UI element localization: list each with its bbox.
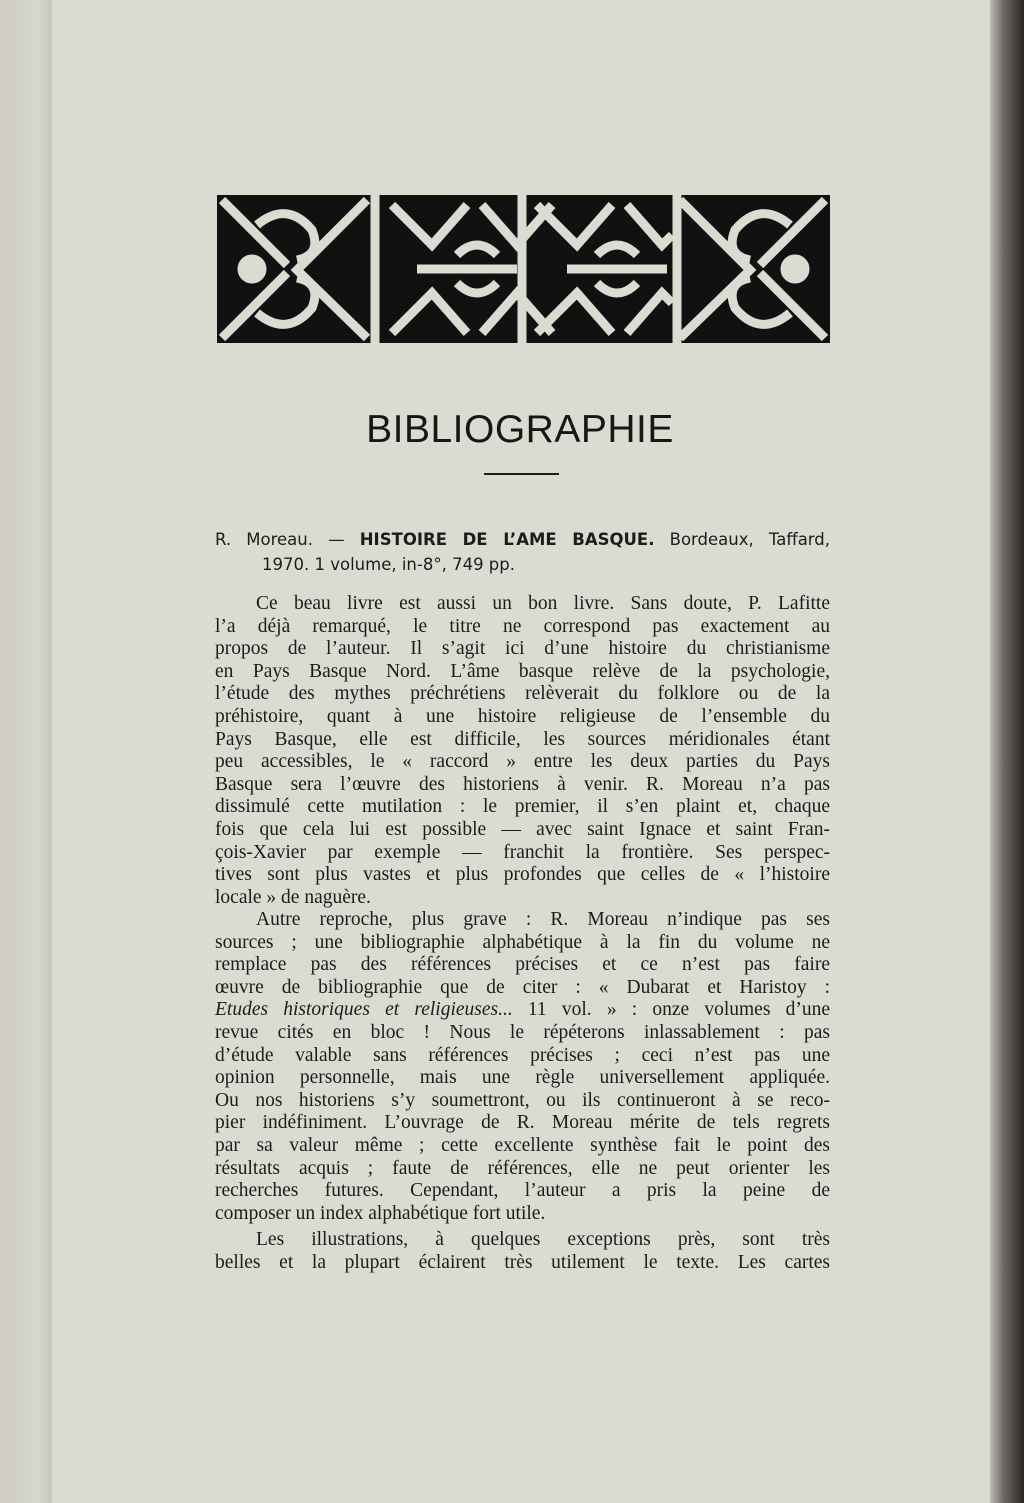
text-line: l’a déjà remarqué, le titre ne correspond pas exactement au: [215, 615, 830, 637]
text-line: locale » de naguère.: [215, 886, 371, 908]
reference-author: R. Moreau. —: [215, 530, 345, 549]
text-line: pier indéfiniment. L’ouvrage de R. Moreau mérite de tels regrets: [215, 1112, 830, 1134]
page-title: BIBLIOGRAPHIE: [366, 408, 674, 451]
text-line: Ou nos historiens s’y soumettront, ou ils continueront à se reco-: [215, 1089, 830, 1111]
text-line: résultats acquis ; faute de références, elle ne peut orienter les: [215, 1157, 830, 1179]
text-line: recherches futures. Cependant, l’auteur a pris la peine de: [215, 1180, 830, 1202]
text-line: Autre reproche, plus grave : R. Moreau n’indique pas ses: [256, 909, 830, 930]
text-line: çois-Xavier par exemple — franchit la frontière. Ses perspec-: [215, 841, 830, 863]
facing-page-edge: [0, 0, 52, 1503]
text-line: par sa valeur même ; cette excellente synthèse fait le point des: [215, 1135, 830, 1156]
text-line: dissimulé cette mutilation : le premier, il s’en plaint et, chaque: [215, 796, 830, 818]
text-line: opinion personnelle, mais une règle universellement appliquée.: [215, 1067, 830, 1089]
title-divider: [484, 473, 559, 475]
text-line: fois que cela lui est possible — avec saint Ignace et saint Fran-: [215, 819, 830, 840]
text-line: œuvre de bibliographie que de citer : « Dubarat et Haristoy :: [215, 976, 830, 998]
text-line: tives sont plus vastes et plus profondes que celles de « l’histoire: [215, 864, 830, 886]
text-line: revue cités en bloc ! Nous le répéterons inlassablement : pas: [215, 1022, 830, 1043]
text-line: Pays Basque, elle est difficile, les sources méridionales étant: [215, 728, 830, 750]
basque-ornament-banner: [217, 195, 830, 343]
reference-title: HISTOIRE DE L’AME BASQUE.: [359, 530, 655, 549]
text-line: en Pays Basque Nord. L’âme basque relève de la psychologie,: [215, 660, 830, 682]
text-line: préhistoire, quant à une histoire religieuse de l’ensemble du: [215, 706, 830, 727]
reference-line-1: [215, 529, 830, 551]
reference-details: 1970. 1 volume, in-8°, 749 pp.: [262, 555, 516, 574]
text-line: l’étude des mythes préchrétiens relèverait du folklore ou de la: [215, 683, 830, 705]
text-line: composer un index alphabétique fort utile.: [215, 1202, 546, 1224]
text-line: Ce beau livre est aussi un bon livre. Sans doute, P. Lafitte: [256, 593, 830, 614]
italic-title: Etudes historiques et religieuses...: [215, 999, 513, 1021]
text-line: peu accessibles, le « raccord » entre les deux parties du Pays: [215, 751, 830, 773]
reference-publisher: Bordeaux, Taffard,: [669, 530, 831, 549]
text-line: propos de l’auteur. Il s’agit ici d’une histoire du christianisme: [215, 638, 830, 660]
text-line: Les illustrations, à quelques exceptions près, sont très: [256, 1229, 830, 1250]
text-line: Etudes historiques et religieuses... 11 vol. » : onze volumes d’une: [215, 999, 830, 1021]
text-line: sources ; une bibliographie alphabétique à la fin du volume ne: [215, 931, 830, 953]
text-line: remplace pas des références précises et ce n’est pas faire: [215, 954, 830, 976]
page-edge: [990, 0, 1024, 1503]
text-line: belles et la plupart éclairent très utilement le texte. Les cartes: [215, 1251, 830, 1273]
text-line: Basque sera l’œuvre des historiens à venir. R. Moreau n’a pas: [215, 773, 830, 795]
text-line: d’étude valable sans références précises ; ceci n’est pas une: [215, 1044, 830, 1066]
